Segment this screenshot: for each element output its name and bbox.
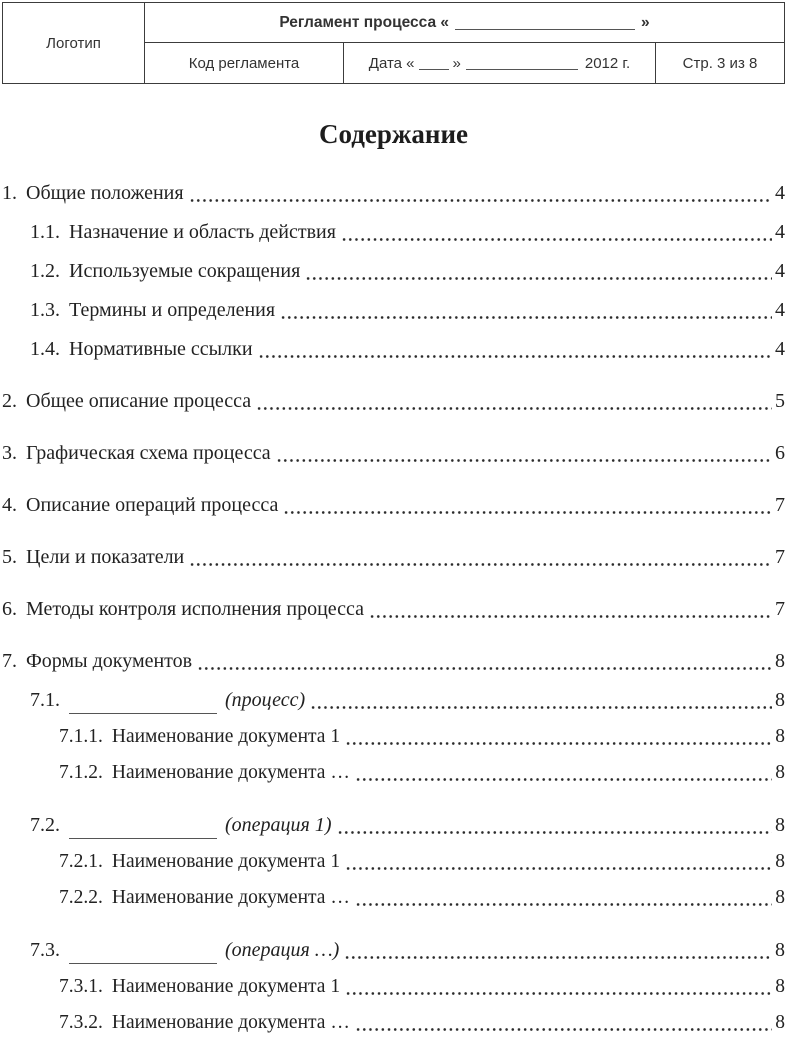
toc-entry-number: 1.4. (30, 338, 60, 360)
toc-entry (2, 884, 785, 911)
date-cell (344, 43, 656, 83)
toc-entry (2, 687, 785, 714)
toc-entry (2, 1009, 785, 1036)
toc-entry-page-number: 8 (775, 762, 785, 783)
toc-entry (2, 544, 785, 571)
toc-entry-blank-line (69, 694, 217, 714)
toc-entry-page-number: 4 (775, 260, 785, 282)
toc-entry-label: Наименование документа 1 (111, 726, 341, 747)
regulation-code-cell (145, 43, 344, 83)
regulation-title-suffix: » (641, 13, 650, 31)
toc-dot-leader (310, 690, 772, 714)
toc-entry (2, 180, 785, 207)
toc-entry-number: 7. (2, 650, 17, 672)
toc-entry (2, 937, 785, 964)
toc-entry-label: Наименование документа … (111, 1012, 350, 1033)
toc-entry-page-number: 6 (775, 442, 785, 464)
toc-dot-leader (337, 815, 773, 839)
toc-entry-page-number: 8 (775, 689, 785, 711)
toc-entry-blank-line (69, 944, 217, 964)
toc-entry-page-number: 4 (775, 299, 785, 321)
toc-entry-blank-line (69, 819, 217, 839)
toc-entry-label: Наименование документа … (111, 762, 350, 783)
toc-entry-number: 7.1.2. (59, 762, 103, 783)
toc-entry-number: 7.2. (30, 814, 60, 836)
toc-dot-leader (189, 547, 772, 571)
toc-entry-label: Назначение и область действия (69, 221, 336, 243)
toc-entry-label: Наименование документа … (111, 887, 350, 908)
toc-entry-label: Нормативные ссылки (69, 338, 253, 360)
toc-entry (2, 440, 785, 467)
toc-entry-label: (процесс) (225, 689, 306, 711)
toc-entry-page-number: 8 (775, 851, 785, 872)
toc-dot-leader (256, 391, 772, 415)
toc-dot-leader (283, 495, 772, 519)
toc-entry-label: Цели и показатели (26, 546, 185, 568)
toc-entry-number: 1.2. (30, 260, 60, 282)
toc-entry (2, 388, 785, 415)
toc-entry-label: (операция …) (225, 939, 340, 961)
toc-entry-page-number: 5 (775, 390, 785, 412)
toc-dot-leader (345, 977, 772, 1000)
toc-entry (2, 492, 785, 519)
regulation-title-prefix: Регламент процесса « (279, 13, 450, 31)
date-prefix: Дата « (368, 54, 415, 72)
toc-entry-number: 7.2.2. (59, 887, 103, 908)
page-indicator: Стр. 3 из 8 (682, 54, 758, 72)
toc-dot-leader (305, 261, 772, 285)
toc-entry (2, 648, 785, 675)
toc-entry (2, 336, 785, 363)
toc-entry-page-number: 7 (775, 494, 785, 516)
toc-entry-number: 7.2.1. (59, 851, 103, 872)
toc-entry-page-number: 4 (775, 182, 785, 204)
toc-entry-label: Общие положения (26, 182, 184, 204)
toc-entry-label: Общее описание процесса (26, 390, 252, 412)
toc-entry-page-number: 7 (775, 546, 785, 568)
page-indicator-cell (656, 43, 784, 83)
toc-title: Содержание (318, 119, 469, 149)
toc-entry-label: Термины и определения (69, 299, 276, 321)
toc-entry (2, 973, 785, 1000)
logo-label: Логотип (46, 34, 101, 52)
toc-dot-leader (355, 888, 772, 911)
toc-entry-number: 7.3.2. (59, 1012, 103, 1033)
toc-entry (2, 596, 785, 623)
toc-entry-label: Наименование документа 1 (111, 976, 341, 997)
toc-entry-number: 7.3.1. (59, 976, 103, 997)
toc-entry (2, 258, 785, 285)
toc-dot-leader (369, 599, 772, 623)
toc-entry (2, 812, 785, 839)
toc-dot-leader (341, 222, 772, 246)
regulation-title-blank (455, 15, 635, 30)
logo-placeholder (3, 3, 145, 83)
toc-entry-number: 1.1. (30, 221, 60, 243)
toc-entry-number: 7.1. (30, 689, 60, 711)
toc-entry (2, 297, 785, 324)
toc-entry-number: 7.1.1. (59, 726, 103, 747)
toc-entry (2, 848, 785, 875)
toc-entry-label: Графическая схема процесса (26, 442, 271, 464)
date-month-blank (466, 56, 578, 70)
toc-entry-page-number: 4 (775, 338, 785, 360)
toc-dot-leader (344, 940, 772, 964)
toc-entry-number: 3. (2, 442, 17, 464)
toc-entry-page-number: 8 (775, 1012, 785, 1033)
regulation-code-label: Код регламента (188, 54, 300, 72)
toc-entry-label: Используемые сокращения (69, 260, 301, 282)
toc-entry-label: Описание операций процесса (26, 494, 279, 516)
toc-entry-page-number: 4 (775, 221, 785, 243)
toc-entry-number: 2. (2, 390, 17, 412)
document-header-table (2, 2, 785, 84)
toc-entry-page-number: 8 (775, 650, 785, 672)
toc-entry-number: 5. (2, 546, 17, 568)
toc-entry-label: Наименование документа 1 (111, 851, 341, 872)
toc-dot-leader (345, 727, 772, 750)
regulation-title-cell (145, 3, 784, 43)
date-close-quote: » (452, 54, 461, 72)
toc-entry-label: Методы контроля исполнения процесса (26, 598, 365, 620)
toc-entry-page-number: 8 (775, 939, 785, 961)
toc-entry-number: 1. (2, 182, 17, 204)
toc-entry-label: Формы документов (26, 650, 193, 672)
toc-entry-page-number: 8 (775, 814, 785, 836)
toc-dot-leader (276, 443, 772, 467)
toc-entry-page-number: 8 (775, 887, 785, 908)
toc-entry-number: 7.3. (30, 939, 60, 961)
toc-dot-leader (258, 339, 772, 363)
toc-dot-leader (355, 1013, 772, 1036)
toc-entry-page-number: 7 (775, 598, 785, 620)
toc-entry-page-number: 8 (775, 976, 785, 997)
toc-dot-leader (355, 763, 772, 786)
toc-entry-number: 6. (2, 598, 17, 620)
toc-dot-leader (189, 183, 772, 207)
toc-entry-label: (операция 1) (225, 814, 332, 836)
date-day-blank (419, 56, 449, 70)
date-year: 2012 г. (584, 54, 631, 72)
toc-dot-leader (280, 300, 772, 324)
toc-entry (2, 723, 785, 750)
toc-dot-leader (345, 852, 772, 875)
toc-entry-number: 1.3. (30, 299, 60, 321)
toc-entry-page-number: 8 (775, 726, 785, 747)
toc-entry-number: 4. (2, 494, 17, 516)
toc-list (2, 180, 785, 1036)
toc-dot-leader (197, 651, 772, 675)
toc-entry (2, 759, 785, 786)
toc-entry (2, 219, 785, 246)
